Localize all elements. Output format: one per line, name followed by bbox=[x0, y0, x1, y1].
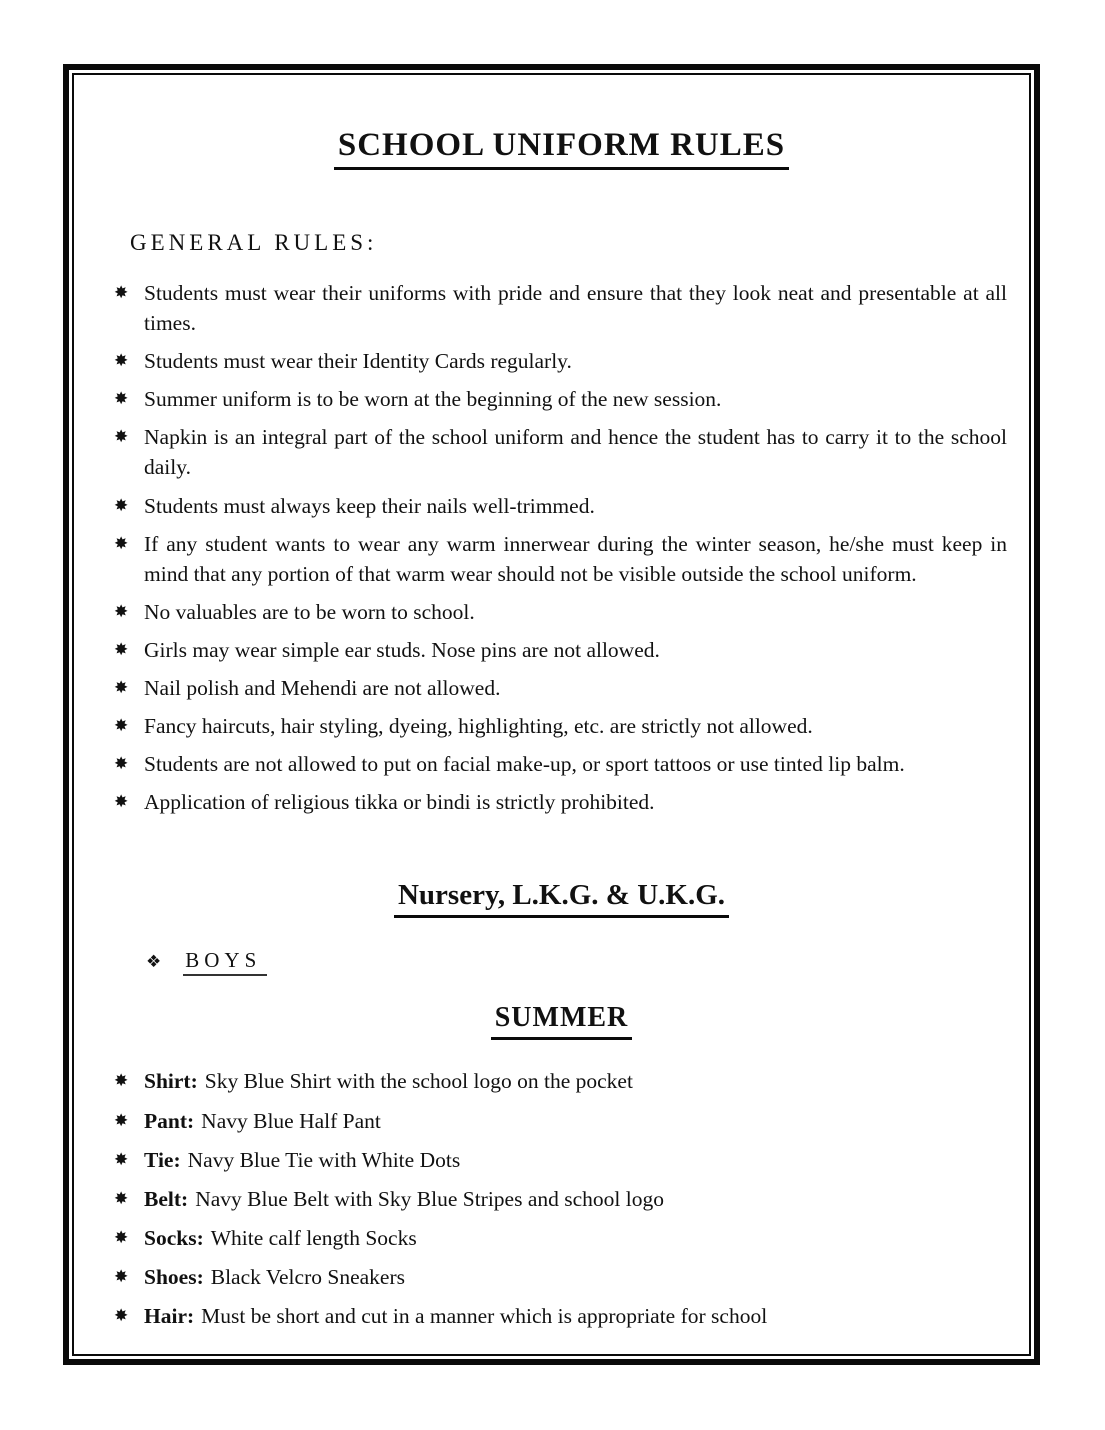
rule-item bbox=[114, 673, 1009, 703]
rule-item bbox=[114, 346, 1009, 376]
uniform-item bbox=[114, 1145, 1009, 1175]
uniform-item-value: Navy Blue Belt with Sky Blue Stripes and school logo bbox=[195, 1186, 664, 1211]
uniform-item bbox=[114, 1106, 1009, 1136]
page-title-text: SCHOOL UNIFORM RULES bbox=[334, 127, 789, 170]
uniform-text bbox=[144, 1066, 1009, 1096]
uniform-item-value: White calf length Socks bbox=[210, 1225, 417, 1250]
uniform-item-label: Socks: bbox=[144, 1225, 204, 1250]
star-bullet-icon: ✸ bbox=[114, 283, 129, 303]
uniform-item bbox=[114, 1262, 1009, 1292]
rule-item bbox=[114, 635, 1009, 665]
general-rules-list bbox=[114, 278, 1009, 817]
diamond-bullet-icon: ❖ bbox=[146, 952, 162, 973]
summer-uniform-list bbox=[114, 1066, 1009, 1331]
summer-section-heading-text: SUMMER bbox=[491, 1002, 633, 1040]
rule-item bbox=[114, 529, 1009, 589]
rule-text: Summer uniform is to be worn at the beginning of the new session. bbox=[144, 387, 722, 412]
rule-text: Students must wear their Identity Cards regularly. bbox=[144, 349, 572, 374]
star-bullet-icon: ✸ bbox=[114, 533, 129, 554]
uniform-text bbox=[144, 1106, 1009, 1136]
uniform-text bbox=[144, 1184, 1009, 1214]
rule-item bbox=[114, 597, 1009, 627]
rule-text: Students are not allowed to put on facial make-up, or sport tattoos or use tinted lip balm. bbox=[144, 752, 905, 777]
rule-item bbox=[114, 749, 1009, 779]
class-section-heading bbox=[114, 879, 1009, 918]
star-bullet-icon: ✸ bbox=[114, 1266, 129, 1287]
star-bullet-icon: ✸ bbox=[114, 389, 129, 410]
page-title bbox=[114, 127, 1009, 170]
star-bullet-icon: ✸ bbox=[114, 351, 129, 372]
rule-text: Napkin is an integral part of the school uniform and hence the student has to carry it to the school daily. bbox=[144, 425, 1007, 480]
star-bullet-icon: ✸ bbox=[114, 1227, 129, 1248]
uniform-item-value: Must be short and cut in a manner which is appropriate for school bbox=[201, 1303, 768, 1328]
boys-group-heading bbox=[146, 948, 1009, 976]
uniform-item-label: Shirt: bbox=[144, 1069, 198, 1094]
uniform-item-label: Pant: bbox=[144, 1108, 195, 1133]
rule-text: Girls may wear simple ear studs. Nose pins are not allowed. bbox=[144, 637, 660, 662]
uniform-item-value: Sky Blue Shirt with the school logo on the pocket bbox=[204, 1069, 633, 1094]
uniform-item-label: Belt: bbox=[144, 1186, 189, 1211]
star-bullet-icon: ✸ bbox=[114, 1110, 129, 1131]
star-bullet-icon: ✸ bbox=[114, 754, 129, 775]
uniform-item-label: Shoes: bbox=[144, 1264, 204, 1289]
star-bullet-icon: ✸ bbox=[114, 1149, 129, 1170]
star-bullet-icon: ✸ bbox=[114, 1188, 129, 1209]
uniform-item bbox=[114, 1066, 1009, 1096]
rule-item bbox=[114, 278, 1009, 338]
uniform-item-value: Black Velcro Sneakers bbox=[210, 1264, 405, 1289]
uniform-item-value: Navy Blue Tie with White Dots bbox=[187, 1147, 461, 1172]
general-rules-heading: GENERAL RULES: bbox=[130, 230, 378, 255]
star-bullet-icon: ✸ bbox=[114, 601, 129, 622]
rule-text: If any student wants to wear any warm innerwear during the winter season, he/she must keep in mind that any portion of that warm wear should not be visible outside the school uniform. bbox=[144, 531, 1007, 586]
uniform-text bbox=[144, 1262, 1009, 1292]
rule-text: Students must wear their uniforms with pride and ensure that they look neat and presentable at all times. bbox=[144, 281, 1007, 336]
rule-text: No valuables are to be worn to school. bbox=[144, 599, 475, 624]
uniform-text bbox=[144, 1301, 1009, 1331]
boys-label: BOYS bbox=[183, 948, 267, 976]
rule-item bbox=[114, 422, 1009, 482]
star-bullet-icon: ✸ bbox=[114, 639, 129, 660]
uniform-item-label: Tie: bbox=[144, 1147, 181, 1172]
page-border-outer bbox=[63, 64, 1040, 1365]
rule-text: Fancy haircuts, hair styling, dyeing, highlighting, etc. are strictly not allowed. bbox=[144, 714, 813, 739]
uniform-text bbox=[144, 1145, 1009, 1175]
star-bullet-icon: ✸ bbox=[114, 427, 129, 448]
uniform-item bbox=[114, 1223, 1009, 1253]
uniform-item-label: Hair: bbox=[144, 1303, 195, 1328]
uniform-item bbox=[114, 1301, 1009, 1331]
star-bullet-icon: ✸ bbox=[114, 716, 129, 737]
rule-text: Application of religious tikka or bindi is strictly prohibited. bbox=[144, 790, 655, 815]
uniform-item-value: Navy Blue Half Pant bbox=[201, 1108, 381, 1133]
page-border-inner bbox=[72, 73, 1031, 1356]
uniform-text bbox=[144, 1223, 1009, 1253]
star-bullet-icon: ✸ bbox=[114, 792, 129, 813]
rule-text: Nail polish and Mehendi are not allowed. bbox=[144, 676, 501, 701]
star-bullet-icon: ✸ bbox=[114, 1305, 129, 1326]
rule-item bbox=[114, 491, 1009, 521]
star-bullet-icon: ✸ bbox=[114, 1071, 129, 1092]
rule-text: Students must always keep their nails well-trimmed. bbox=[144, 493, 595, 518]
star-bullet-icon: ✸ bbox=[114, 495, 129, 516]
rule-item bbox=[114, 711, 1009, 741]
class-section-heading-text: Nursery, L.K.G. & U.K.G. bbox=[394, 879, 729, 918]
rule-item bbox=[114, 787, 1009, 817]
summer-section-heading bbox=[114, 1002, 1009, 1040]
rule-item bbox=[114, 384, 1009, 414]
star-bullet-icon: ✸ bbox=[114, 678, 129, 699]
uniform-item bbox=[114, 1184, 1009, 1214]
